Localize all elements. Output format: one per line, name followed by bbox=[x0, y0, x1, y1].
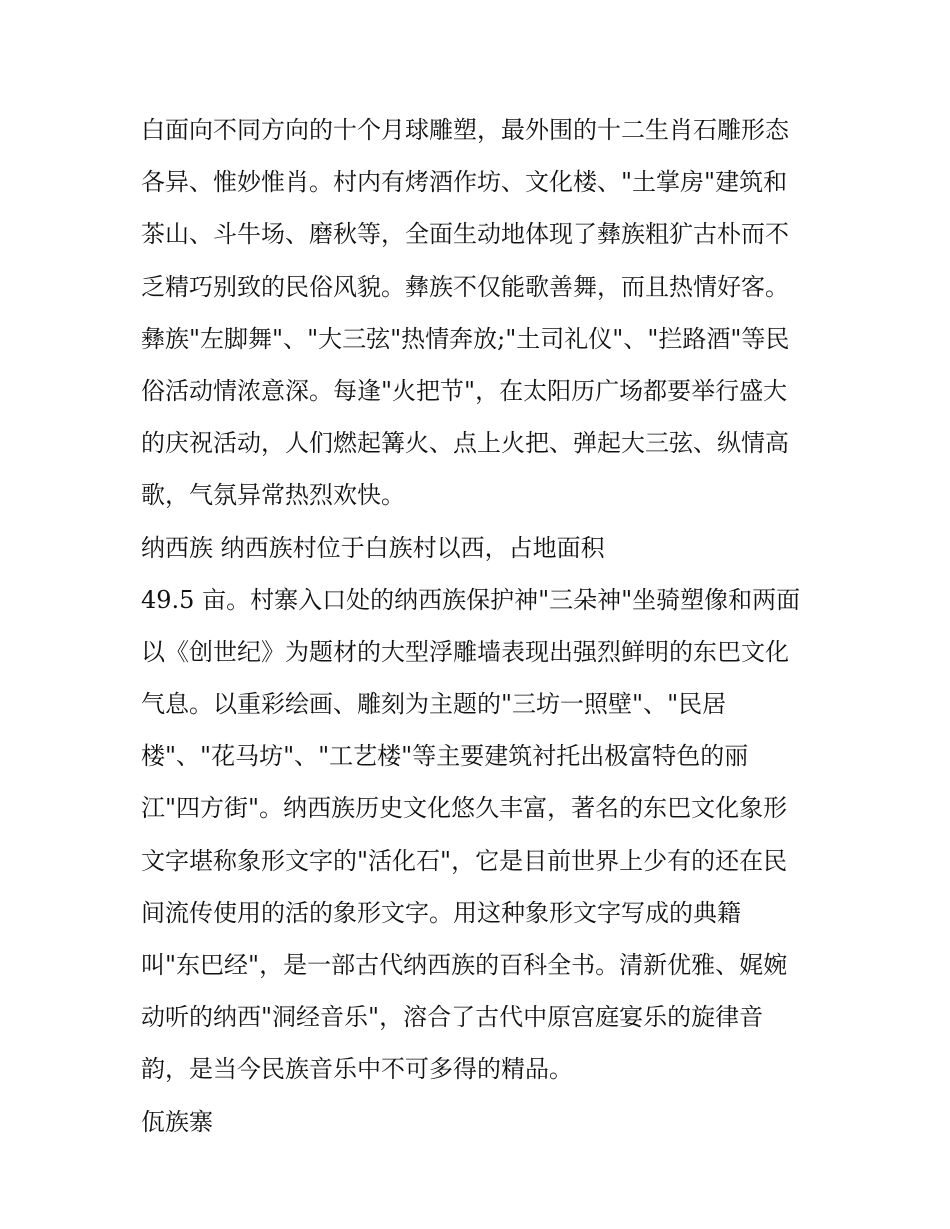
text-line: 各异、惟妙惟肖。村内有烤酒作坊、文化楼、"土掌房"建筑和 bbox=[141, 168, 788, 197]
text-line: 茶山、斗牛场、磨秋等，全面生动地体现了彝族粗犷古朴而不 bbox=[141, 220, 789, 249]
text-line: 韵，是当今民族音乐中不可多得的精品。 bbox=[141, 1055, 573, 1084]
text-line: 楼"、"花马坊"、"工艺楼"等主要建筑衬托出极富特色的丽 bbox=[141, 742, 749, 771]
section-heading-naxi: 纳西族 纳西族村位于白族村以西，占地面积 bbox=[141, 533, 605, 562]
section-heading-wa: 佤族寨 bbox=[141, 1107, 213, 1136]
text-line: 的庆祝活动，人们燃起篝火、点上火把、弹起大三弦、纵情高 bbox=[141, 429, 789, 458]
text-line: 彝族"左脚舞"、"大三弦"热情奔放;"土司礼仪"、"拦路酒"等民 bbox=[141, 324, 790, 353]
text-line: 叫"东巴经"，是一部古代纳西族的百科全书。清新优雅、娓婉 bbox=[141, 951, 788, 979]
text-line: 以《创世纪》为题材的大型浮雕墙表现出强烈鲜明的东巴文化 bbox=[141, 637, 789, 666]
text-line: 白面向不同方向的十个月球雕塑，最外围的十二生肖石雕形态 bbox=[141, 116, 789, 144]
body-text bbox=[141, 108, 821, 1152]
text-line: 江"四方街"。纳西族历史文化悠久丰富，著名的东巴文化象形 bbox=[141, 794, 788, 823]
text-line: 气息。以重彩绘画、雕刻为主题的"三坊一照壁"、"民居 bbox=[141, 690, 727, 719]
text-line: 间流传使用的活的象形文字。用这种象形文字写成的典籍 bbox=[141, 898, 741, 927]
text-line: 乏精巧别致的民俗风貌。彝族不仅能歌善舞，而且热情好客。 bbox=[141, 272, 789, 301]
text-line: 文字堪称象形文字的"活化石"，它是目前世界上少有的还在民 bbox=[141, 846, 788, 875]
text-line: 歌，气氛异常热烈欢快。 bbox=[141, 481, 405, 510]
text-line: 动听的纳西"洞经音乐"，溶合了古代中原宫庭宴乐的旋律音 bbox=[141, 1003, 764, 1032]
text-line: 俗活动情浓意深。每逢"火把节"，在太阳历广场都要举行盛大 bbox=[141, 376, 788, 405]
text-line: 49.5 亩。村寨入口处的纳西族保护神"三朵神"坐骑塑像和两面 bbox=[141, 585, 801, 614]
